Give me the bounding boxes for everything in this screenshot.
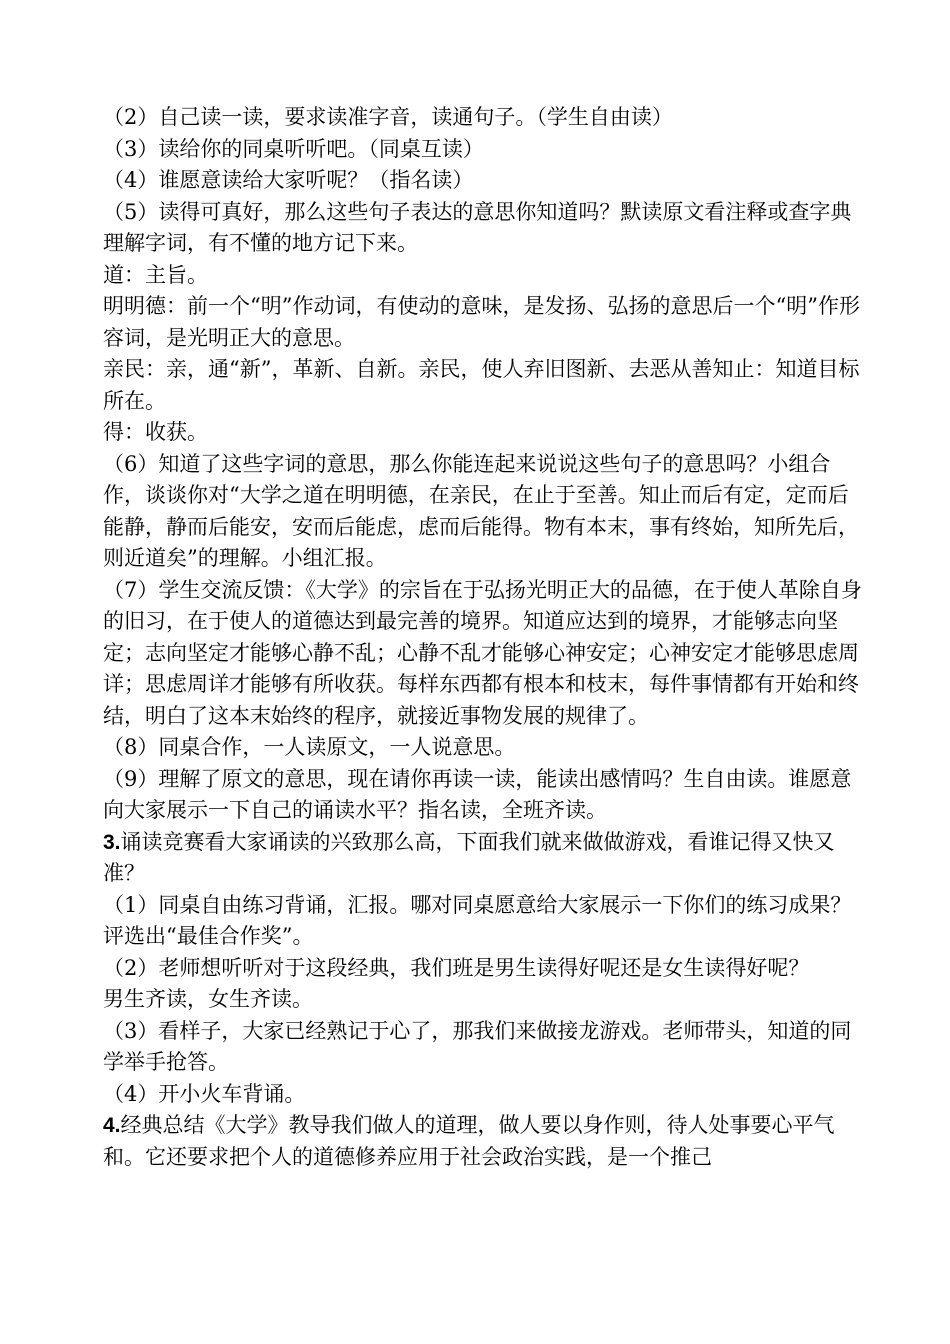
paragraph	[103, 890, 863, 953]
paragraph-text: 男生齐读，女生齐读。	[103, 987, 313, 1011]
paragraph-text: 明明德：前一个“明”作动词，有使动的意味，是发扬、弘扬的意思后一个“明”作形容词，是光明正大的意思。	[103, 294, 860, 350]
paragraph-text: 亲民：亲，通“新”，革新、自新。亲民，使人弃旧图新、去恶从善知止：知道目标所在。	[103, 357, 860, 413]
paragraph-text: （1）同桌自由练习背诵，汇报。哪对同桌愿意给大家展示一下你们的练习成果？评选出“最佳合作奖”。	[103, 892, 852, 948]
paragraph	[103, 291, 863, 354]
section-number: 4.	[103, 1114, 121, 1137]
paragraph-text: （8）同桌合作，一人读原文，一人说意思。	[103, 735, 516, 759]
paragraph-text: （7）学生交流反馈：《大学》的宗旨在于弘扬光明正大的品德，在于使人革除自身的旧习，在于使人的道德达到最完善的境界。知道应达到的境界，才能够志向坚定；志向坚定才能够心静不乱；心静不乱才能够心神安定；心神安定才能够思虑周详；思虑周详才能够有所收获。每样东西都有根本和枝末，每件事情都有开始和终结，明白了这本末始终的程序，就接近事物发展的规律了。	[103, 577, 862, 728]
paragraph	[103, 165, 863, 197]
paragraph-text: （3）读给你的同桌听听吧。（同桌互读）	[103, 136, 484, 161]
paragraph	[103, 260, 863, 292]
section-paragraph	[103, 827, 863, 890]
paragraph-text: （3）看样子，大家已经熟记于心了，那我们来做接龙游戏。老师带头，知道的同学举手抢答。	[103, 1018, 852, 1074]
paragraph-text: （2）老师想听听对于这段经典，我们班是男生读得好呢还是女生读得好呢？	[103, 955, 810, 980]
paragraph-text: 经典总结《大学》教导我们做人的道理，做人要以身作则，待人处事要心平气和。它还要求把个人的道德修养应用于社会政治实践，是一个推己	[103, 1113, 835, 1169]
paragraph	[103, 134, 863, 166]
paragraph	[103, 764, 863, 827]
section-paragraph	[103, 1110, 863, 1173]
paragraph	[103, 449, 863, 575]
paragraph	[103, 732, 863, 764]
paragraph	[103, 197, 863, 260]
paragraph-text: （6）知道了这些字词的意思，那么你能连起来说说这些句子的意思吗？小组合作，谈谈你对“大学之道在明明德，在亲民，在止于至善。知止而后有定，定而后能静，静而后能安，安而后能虑，虑而后能得。物有本末，事有终始，知所先后，则近道矣”的理解。小组汇报。	[103, 451, 859, 570]
paragraph-text: （4）开小火车背诵。	[103, 1081, 306, 1106]
paragraph	[103, 354, 863, 417]
paragraph-text: （4）谁愿意读给大家听呢？（指名读）	[103, 168, 474, 192]
paragraph	[103, 1016, 863, 1079]
paragraph	[103, 102, 863, 134]
document-body	[103, 102, 863, 1173]
section-number: 3.	[103, 830, 121, 854]
paragraph-text: 道：主旨。	[103, 262, 208, 287]
paragraph	[103, 575, 863, 733]
paragraph-text: 得：收获。	[103, 420, 208, 444]
paragraph-text: （5）读得可真好，那么这些句子表达的意思你知道吗？默读原文看注释或查字典理解字词，有不懂的地方记下来。	[103, 199, 852, 255]
paragraph	[103, 1079, 863, 1111]
paragraph-text: （9）理解了原文的意思，现在请你再读一读，能读出感情吗？生自由读。谁愿意向大家展示一下自己的诵读水平？指名读，全班齐读。	[103, 766, 852, 822]
paragraph	[103, 417, 863, 449]
paragraph-text: 诵读竞赛看大家诵读的兴致那么高，下面我们就来做做游戏，看谁记得又快又准？	[103, 829, 835, 885]
paragraph	[103, 953, 863, 985]
paragraph	[103, 984, 863, 1016]
paragraph-text: （2）自己读一读，要求读准字音，读通句子。（学生自由读）	[103, 105, 673, 129]
